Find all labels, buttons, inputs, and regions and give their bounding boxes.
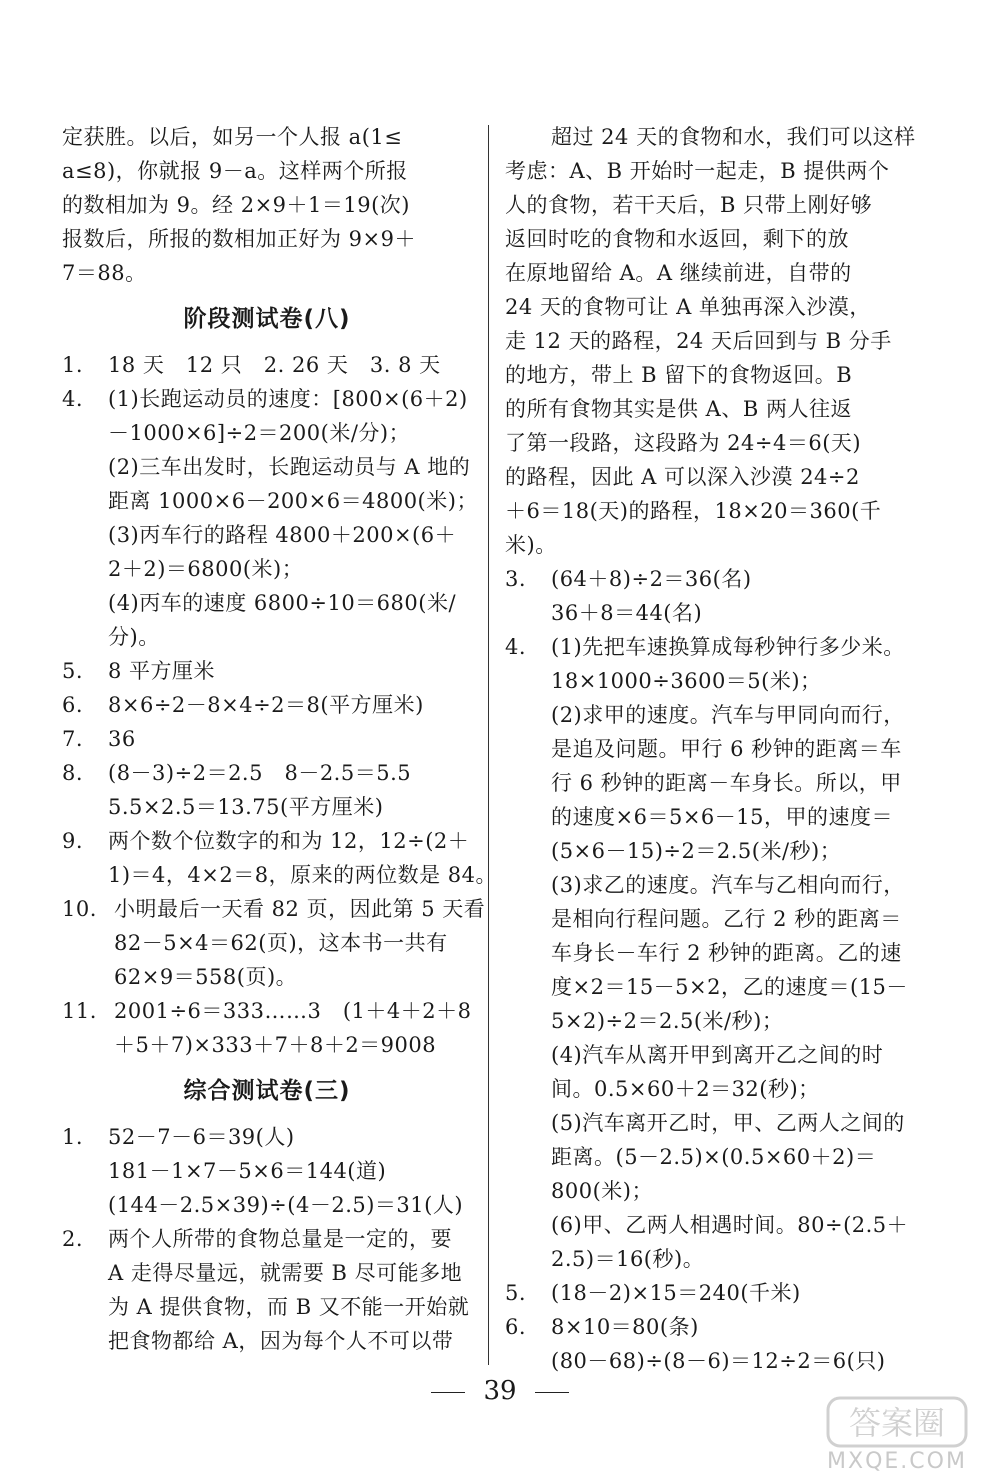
item-number: 8.	[62, 761, 84, 785]
item-text: A 走得尽量远，就需要 B 尽可能多地	[108, 1261, 463, 1285]
answer-item	[505, 1310, 925, 1378]
item-text: 52－7－6＝39(人)	[108, 1125, 295, 1149]
text-line: 的地方，带上 B 留下的食物返回。B	[505, 363, 853, 387]
page-number-dash	[431, 1392, 465, 1393]
item-text: 8 平方厘米	[108, 659, 216, 683]
item-text: (80－68)÷(8－6)＝12÷2＝6(只)	[551, 1349, 886, 1373]
answer-item	[62, 1120, 472, 1222]
text-line: ＋6＝18(天)的路程，18×20＝360(千	[505, 499, 882, 523]
item-text: 1)＝4，4×2＝8，原来的两位数是 84。	[108, 863, 497, 887]
item-text: 800(米)；	[551, 1179, 653, 1203]
item-text: 62×9＝558(页)。	[114, 965, 298, 989]
watermark-text: MXQE.COM	[827, 1449, 967, 1474]
page-number-dash	[535, 1392, 569, 1393]
section-title-comprehensive-test-3: 综合测试卷(三)	[183, 1078, 351, 1104]
item-number: 9.	[62, 829, 84, 853]
answer-item	[62, 756, 472, 824]
item-text: 是追及问题。甲行 6 秒钟的距离＝车	[551, 737, 902, 761]
text-line: 24 天的食物可让 A 单独再深入沙漠，	[505, 295, 871, 319]
answer-item	[505, 1276, 925, 1310]
item-text: 距离。(5－2.5)×(0.5×60＋2)＝	[551, 1145, 877, 1169]
item-number: 2.	[62, 1227, 84, 1251]
item-text: (6)甲、乙两人相遇时间。80÷(2.5＋	[551, 1213, 909, 1237]
text-line: 定获胜。以后，如另一个人报 a(1≤	[62, 125, 403, 149]
continued-paragraph	[505, 120, 925, 562]
text-line: 走 12 天的路程，24 天后回到与 B 分手	[505, 329, 892, 353]
item-text: (5×6－15)÷2＝2.5(米/秒)；	[551, 839, 842, 863]
item-text: (4)丙车的速度 6800÷10＝680(米/	[108, 591, 457, 615]
item-text: 间。0.5×60＋2＝32(秒)；	[551, 1077, 820, 1101]
item-text: 82－5×4＝62(页)，这本书一共有	[114, 931, 448, 955]
item-number: 11.	[62, 999, 97, 1023]
item-text: 5.5×2.5＝13.75(平方厘米)	[108, 795, 384, 819]
item-number: 4.	[62, 387, 84, 411]
text-line: 在原地留给 A。A 继续前进，自带的	[505, 261, 852, 285]
item-text: (2)求甲的速度。汽车与甲同向而行，	[551, 703, 905, 727]
answer-item	[62, 994, 472, 1062]
answer-item	[62, 654, 472, 688]
item-text: ＋5＋7)×333＋7＋8＋2＝9008	[114, 1033, 437, 1057]
text-line: a≤8)，你就报 9－a。这样两个所报	[62, 159, 408, 183]
answer-item	[62, 688, 472, 722]
item-number: 6.	[505, 1315, 527, 1339]
item-number: 5.	[505, 1281, 527, 1305]
text-line: 超过 24 天的食物和水，我们可以这样	[551, 125, 916, 149]
text-line: 返回时吃的食物和水返回，剩下的放	[505, 227, 849, 251]
item-text: (144－2.5×39)÷(4－2.5)＝31(人)	[108, 1193, 464, 1217]
item-number: 7.	[62, 727, 84, 751]
item-text: 181－1×7－5×6＝144(道)	[108, 1159, 387, 1183]
answer-item	[62, 382, 478, 654]
item-number: 1.	[62, 1125, 84, 1149]
intro-paragraph	[62, 120, 472, 290]
item-text: 行 6 秒钟的距离－车身长。所以，甲	[551, 771, 902, 795]
watermark-logo	[822, 1392, 972, 1476]
item-text: 分)。	[108, 625, 160, 649]
item-text: 是相向行程问题。乙行 2 秒的距离＝	[551, 907, 902, 931]
item-text: (8－3)÷2＝2.5 8－2.5＝5.5	[108, 761, 412, 785]
item-text: 为 A 提供食物，而 B 又不能一开始就	[108, 1295, 470, 1319]
answer-item	[62, 722, 472, 756]
item-text: (1)先把车速换算成每秒钟行多少米。	[551, 635, 905, 659]
answer-item	[505, 630, 925, 1276]
text-line: 了第一段路，这段路为 24÷4＝6(天)	[505, 431, 862, 455]
item-text: 小明最后一天看 82 页，因此第 5 天看	[114, 897, 486, 921]
item-text: 8×10＝80(条)	[551, 1315, 699, 1339]
item-text: 2＋2)＝6800(米)；	[108, 557, 304, 581]
item-text: (18－2)×15＝240(千米)	[551, 1281, 801, 1305]
item-text: 车身长－车行 2 秒钟的距离。乙的速	[551, 941, 902, 965]
item-text: 5×2)÷2＝2.5(米/秒)；	[551, 1009, 784, 1033]
answer-item	[62, 824, 497, 892]
item-number: 1.	[62, 353, 84, 377]
item-number: 10.	[62, 897, 97, 921]
answer-item	[62, 1222, 472, 1358]
item-text: (3)求乙的速度。汽车与乙相向而行，	[551, 873, 905, 897]
column-divider	[488, 125, 489, 1365]
item-text: 两个人所带的食物总量是一定的，要	[108, 1227, 452, 1251]
item-text: (2)三车出发时，长跑运动员与 A 地的	[108, 455, 471, 479]
right-column	[505, 120, 925, 1378]
left-column	[62, 120, 497, 1358]
section-title-stage-test-8: 阶段测试卷(八)	[183, 306, 351, 332]
item-text: (3)丙车行的路程 4800＋200×(6＋	[108, 523, 457, 547]
item-text: 把食物都给 A，因为每个人不可以带	[108, 1329, 454, 1353]
text-line: 米)。	[505, 533, 557, 557]
answer-item	[62, 348, 472, 382]
item-text: 两个数个位数字的和为 12，12÷(2＋	[108, 829, 470, 853]
item-number: 5.	[62, 659, 84, 683]
text-line: 人的食物，若干天后，B 只带上刚好够	[505, 193, 873, 217]
item-number: 3.	[505, 567, 527, 591]
watermark-logo-glyphs: 答案圈	[848, 1404, 946, 1442]
item-text: (4)汽车从离开甲到离开乙之间的时	[551, 1043, 884, 1067]
text-line: 的数相加为 9。经 2×9＋1＝19(次)	[62, 193, 410, 217]
item-text: 8×6÷2－8×4÷2＝8(平方厘米)	[108, 693, 424, 717]
text-line: 考虑：A、B 开始时一起走，B 提供两个	[505, 159, 890, 183]
item-text: 36＋8＝44(名)	[551, 601, 703, 625]
item-text: (1)长跑运动员的速度：[800×(6＋2)	[108, 387, 468, 411]
item-text: 2001÷6＝333……3 (1＋4＋2＋8	[114, 999, 472, 1023]
watermark-logo-icon	[822, 1392, 972, 1452]
text-line: 报数后，所报的数相加正好为 9×9＋	[62, 227, 416, 251]
answer-item	[505, 562, 925, 630]
item-number: 4.	[505, 635, 527, 659]
item-text: 18×1000÷3600＝5(米)；	[551, 669, 822, 693]
text-line: 7＝88。	[62, 261, 147, 285]
item-text: 度×2＝15－5×2，乙的速度＝(15－	[551, 975, 908, 999]
page-number-text: 39	[483, 1376, 517, 1406]
text-line: 的路程，因此 A 可以深入沙漠 24÷2	[505, 465, 860, 489]
item-text: 18 天 12 只 2. 26 天 3. 8 天	[108, 353, 441, 377]
item-text: 36	[108, 727, 136, 751]
item-text: (5)汽车离开乙时，甲、乙两人之间的	[551, 1111, 905, 1135]
item-number: 6.	[62, 693, 84, 717]
item-text: (64＋8)÷2＝36(名)	[551, 567, 752, 591]
item-text: 距离 1000×6－200×6＝4800(米)；	[108, 489, 478, 513]
item-text: 2.5)＝16(秒)。	[551, 1247, 705, 1271]
answer-item	[62, 892, 486, 994]
item-text: －1000×6]÷2＝200(米/分)；	[108, 421, 411, 445]
text-line: 的所有食物其实是供 A、B 两人往返	[505, 397, 852, 421]
item-text: 的速度×6＝5×6－15，甲的速度＝	[551, 805, 893, 829]
